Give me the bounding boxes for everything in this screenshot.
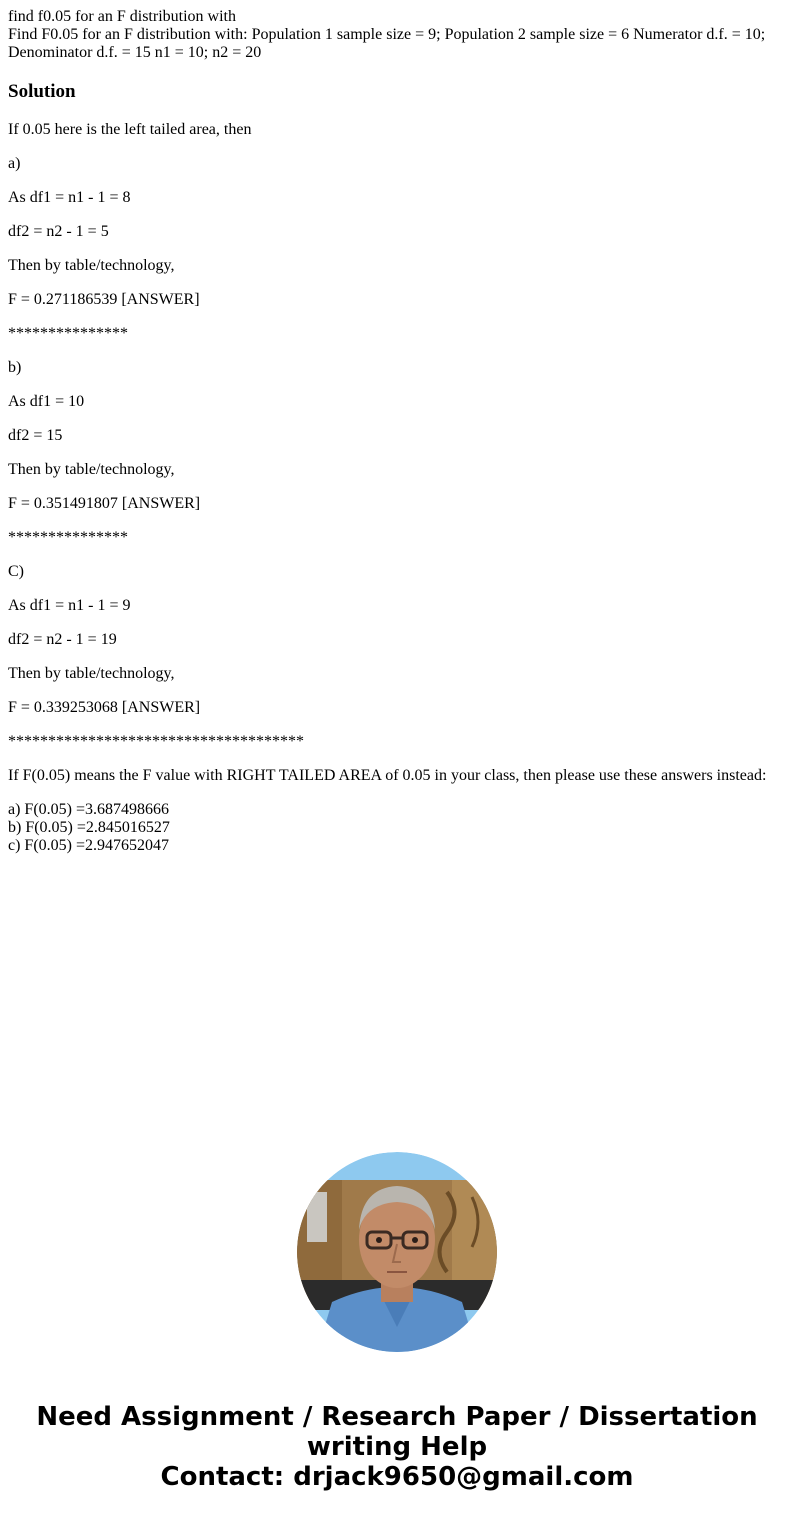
promo-line-1: Need Assignment / Research Paper / Dissertation (36, 1402, 758, 1432)
part-a-answer: F = 0.271186539 [ANSWER] (8, 291, 200, 308)
part-b-method: Then by table/technology, (8, 461, 175, 478)
part-b-answer: F = 0.351491807 [ANSWER] (8, 495, 201, 512)
separator: *************** (8, 529, 128, 546)
promo-section (0, 1152, 794, 1492)
part-c-label: C) (8, 563, 24, 580)
part-c-method: Then by table/technology, (8, 665, 175, 682)
solution-intro: If 0.05 here is the left tailed area, then (8, 121, 252, 138)
part-a-df1: As df1 = n1 - 1 = 8 (8, 189, 131, 206)
tutor-avatar (297, 1152, 497, 1352)
question-title: find f0.05 for an F distribution with (8, 8, 236, 25)
right-tailed-answer-b: b) F(0.05) =2.845016527 (8, 819, 170, 836)
part-a-label: a) (8, 155, 21, 172)
part-c-df2: df2 = n2 - 1 = 19 (8, 631, 117, 648)
promo-contact: Contact: drjack9650@gmail.com (160, 1462, 634, 1492)
part-a-method: Then by table/technology, (8, 257, 175, 274)
separator: *************** (8, 325, 128, 342)
separator: ************************************* (8, 733, 304, 750)
part-b-df2: df2 = 15 (8, 427, 63, 444)
right-tailed-answer-c: c) F(0.05) =2.947652047 (8, 837, 170, 854)
part-a-df2: df2 = n2 - 1 = 5 (8, 223, 109, 240)
part-b-label: b) (8, 359, 22, 376)
right-tailed-note: If F(0.05) means the F value with RIGHT TAILED AREA of 0.05 in your class, then please use these answers instead: (8, 767, 767, 784)
solution-heading: Solution (8, 81, 76, 102)
part-b-df1: As df1 = 10 (8, 393, 85, 410)
promo-text (0, 1402, 794, 1492)
right-tailed-answer-a: a) F(0.05) =3.687498666 (8, 801, 170, 818)
document-content (8, 8, 786, 855)
question-body: Find F0.05 for an F distribution with: Population 1 sample size = 9; Population 2 sample size = 6 Numerator d.f. = 10; Denominator d.f. = 15 n1 = 10; n2 = 20 (8, 26, 766, 61)
promo-line-2: writing Help (306, 1432, 488, 1462)
right-tailed-answers (8, 801, 786, 855)
part-c-answer: F = 0.339253068 [ANSWER] (8, 699, 201, 716)
part-c-df1: As df1 = n1 - 1 = 9 (8, 597, 131, 614)
